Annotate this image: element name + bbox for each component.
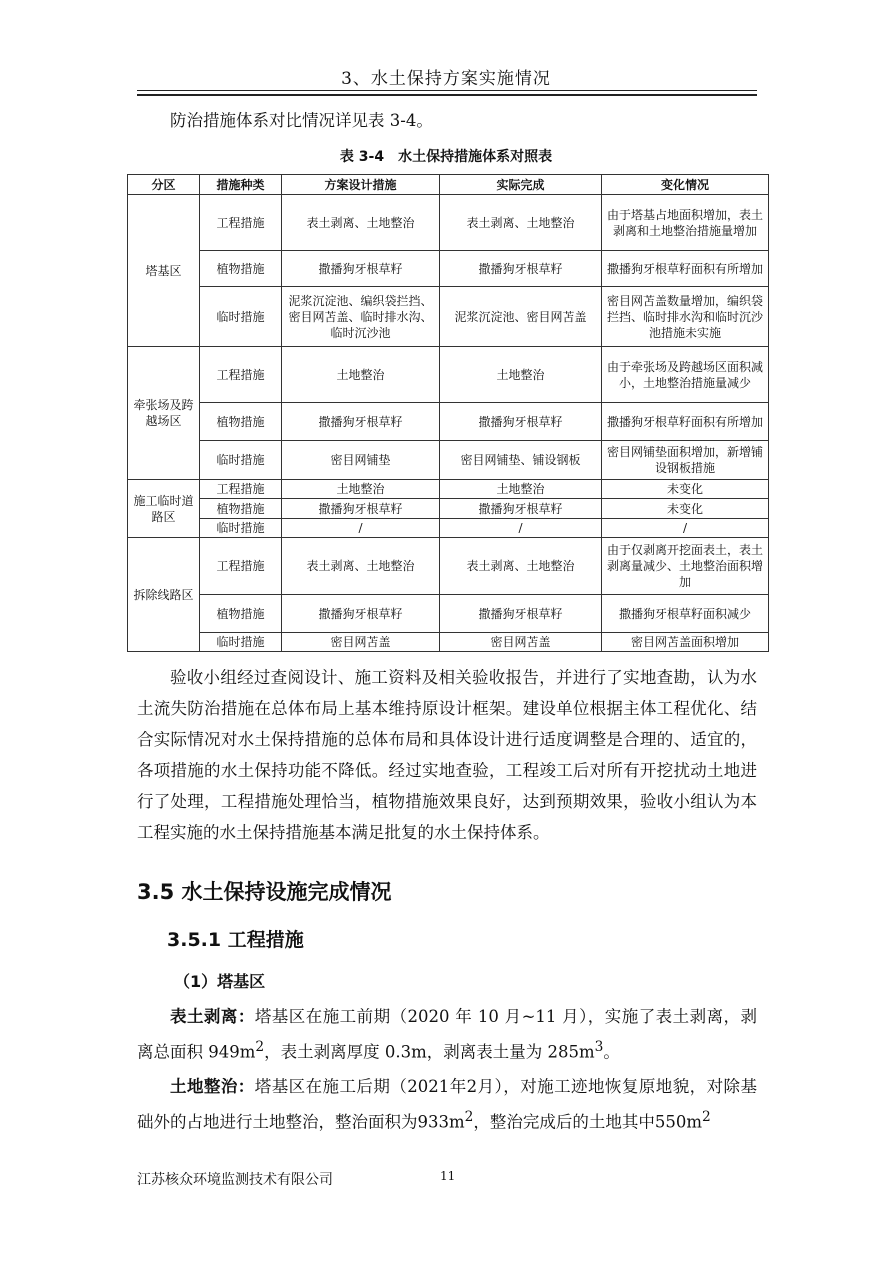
change-cell: 撒播狗牙根草籽面积减少	[602, 595, 769, 633]
column-header: 变化情况	[602, 175, 769, 195]
table-row	[128, 499, 769, 519]
header-rule-thin	[137, 90, 757, 91]
table-caption: 表 3-4 水土保持措施体系对照表	[339, 149, 553, 165]
actual-cell: 表土剥离、土地整治	[440, 195, 602, 251]
table-row	[128, 538, 769, 595]
table-row	[128, 441, 769, 480]
topsoil-text: 塔基区在施工前期（2020 年 10 月~11 月），实施了表土剥离，剥离总面积 949m	[137, 1007, 758, 1062]
footer-company: 江苏核众环境监测技术有限公司	[137, 1172, 333, 1188]
zone-cell: 拆除线路区	[128, 538, 200, 652]
change-cell: 未变化	[602, 499, 769, 519]
measure-type-cell: 工程措施	[200, 195, 282, 251]
actual-cell: 泥浆沉淀池、密目网苫盖	[440, 287, 602, 347]
design-cell: 表土剥离、土地整治	[282, 195, 440, 251]
topsoil-text: ，表土剥离厚度 0.3m，剥离表土量为 285m	[264, 1042, 595, 1062]
zone-cell: 施工临时道路区	[128, 480, 200, 538]
change-cell: 密目网铺垫面积增加，新增铺设钢板措施	[602, 441, 769, 480]
land-paragraph	[137, 1071, 757, 1138]
change-cell: 由于塔基占地面积增加，表土剥离和土地整治措施量增加	[602, 195, 769, 251]
zone-cell: 牵张场及跨越场区	[128, 347, 200, 480]
land-text: ，整治完成后的土地其中550m	[473, 1112, 703, 1132]
measure-type-cell: 植物措施	[200, 499, 282, 519]
intro-paragraph: 防治措施体系对比情况详见表 3-4。	[170, 111, 433, 130]
superscript: 2	[255, 1039, 265, 1055]
zone-cell: 塔基区	[128, 195, 200, 347]
measure-type-cell: 植物措施	[200, 595, 282, 633]
land-lead: 土地整治：	[170, 1077, 255, 1096]
measures-comparison-table	[127, 174, 769, 652]
page-number: 11	[440, 1169, 456, 1183]
change-cell: 撒播狗牙根草籽面积有所增加	[602, 251, 769, 287]
design-cell: 撒播狗牙根草籽	[282, 499, 440, 519]
acceptance-paragraph: 验收小组经过查阅设计、施工资料及相关验收报告，并进行了实地查勘，认为水土流失防治措施在总体布局上基本维持原设计框架。建设单位根据主体工程优化、结合实际情况对水土保持措施的总体布局和具体设计进行适度调整是合理的、适宜的，各项措施的水土保持功能不降低。经过实地查验，工程竣工后对所有开挖扰动土地进行了处理，工程措施处理恰当，植物措施效果良好，达到预期效果，验收小组认为本工程实施的水土保持措施基本满足批复的水土保持体系。	[137, 668, 757, 842]
superscript: 2	[464, 1109, 474, 1125]
change-cell: /	[602, 519, 769, 538]
table-row	[128, 403, 769, 441]
measure-type-cell: 临时措施	[200, 441, 282, 480]
design-cell: 土地整治	[282, 347, 440, 403]
measure-type-cell: 工程措施	[200, 538, 282, 595]
measure-type-cell: 临时措施	[200, 519, 282, 538]
actual-cell: 土地整治	[440, 480, 602, 499]
change-cell: 未变化	[602, 480, 769, 499]
change-cell: 密目网苫盖面积增加	[602, 633, 769, 652]
design-cell: 泥浆沉淀池、编织袋拦挡、密目网苫盖、临时排水沟、临时沉沙池	[282, 287, 440, 347]
measure-type-cell: 临时措施	[200, 633, 282, 652]
topsoil-text: 。	[603, 1042, 620, 1062]
measure-type-cell: 临时措施	[200, 287, 282, 347]
design-cell: 撒播狗牙根草籽	[282, 595, 440, 633]
change-cell: 密目网苫盖数量增加，编织袋拦挡、临时排水沟和临时沉沙池措施未实施	[602, 287, 769, 347]
actual-cell: 撒播狗牙根草籽	[440, 403, 602, 441]
design-cell: 密目网苫盖	[282, 633, 440, 652]
section-heading: 3.5 水土保持设施完成情况	[137, 880, 392, 904]
design-cell: 撒播狗牙根草籽	[282, 251, 440, 287]
actual-cell: 土地整治	[440, 347, 602, 403]
topsoil-lead: 表土剥离：	[170, 1007, 255, 1026]
design-cell: 表土剥离、土地整治	[282, 538, 440, 595]
actual-cell: 撒播狗牙根草籽	[440, 499, 602, 519]
change-cell: 由于牵张场及跨越场区面积减小，土地整治措施量减少	[602, 347, 769, 403]
topsoil-paragraph	[137, 1001, 757, 1068]
measure-type-cell: 工程措施	[200, 347, 282, 403]
header-rule-thick	[137, 94, 757, 96]
column-header: 实际完成	[440, 175, 602, 195]
table-row	[128, 195, 769, 251]
design-cell: 密目网铺垫	[282, 441, 440, 480]
page-header-title: 3、水土保持方案实施情况	[341, 69, 551, 89]
measure-type-cell: 植物措施	[200, 403, 282, 441]
table-row	[128, 633, 769, 652]
column-header: 方案设计措施	[282, 175, 440, 195]
actual-cell: 撒播狗牙根草籽	[440, 251, 602, 287]
land-text: 塔基区在施工后期（2021年2月），对施工迹地恢复原地貌，对除基础外的占地进行土地整治，整治面积为933m	[137, 1077, 758, 1132]
item-heading: （1）塔基区	[174, 972, 266, 991]
design-cell: 撒播狗牙根草籽	[282, 403, 440, 441]
change-cell: 由于仅剥离开挖面表土，表土剥离量减少、土地整治面积增加	[602, 538, 769, 595]
table-row	[128, 287, 769, 347]
actual-cell: 密目网苫盖	[440, 633, 602, 652]
table-row	[128, 480, 769, 499]
measure-type-cell: 植物措施	[200, 251, 282, 287]
column-header: 措施种类	[200, 175, 282, 195]
design-cell: /	[282, 519, 440, 538]
column-header: 分区	[128, 175, 200, 195]
subsection-heading: 3.5.1 工程措施	[167, 929, 304, 951]
actual-cell: 密目网铺垫、铺设钢板	[440, 441, 602, 480]
table-row	[128, 519, 769, 538]
measure-type-cell: 工程措施	[200, 480, 282, 499]
design-cell: 土地整治	[282, 480, 440, 499]
table-row	[128, 347, 769, 403]
table-row	[128, 251, 769, 287]
actual-cell: /	[440, 519, 602, 538]
table-row	[128, 595, 769, 633]
table-header-row	[128, 175, 769, 195]
actual-cell: 撒播狗牙根草籽	[440, 595, 602, 633]
superscript: 3	[594, 1039, 604, 1055]
actual-cell: 表土剥离、土地整治	[440, 538, 602, 595]
change-cell: 撒播狗牙根草籽面积有所增加	[602, 403, 769, 441]
superscript: 2	[702, 1109, 711, 1125]
